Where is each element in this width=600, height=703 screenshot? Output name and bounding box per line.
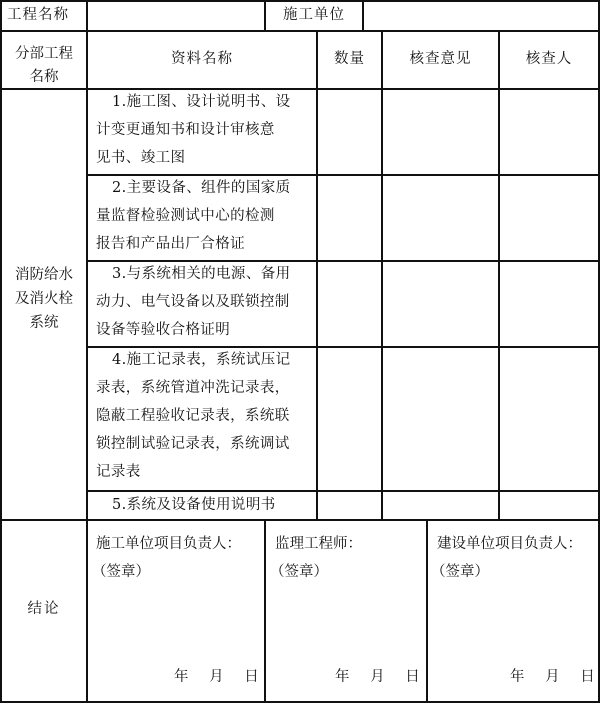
list-item: [96, 491, 276, 519]
item-3-line3: 设备等验收合格证明: [96, 322, 231, 338]
signer-1-seal: （签章）: [92, 564, 150, 580]
item-2-line2: 量监督检验测试中心的检测: [96, 208, 275, 224]
col-divider: [426, 519, 428, 703]
signer-1-title: 施工单位项目负责人：: [96, 536, 241, 552]
col-divider: [316, 30, 318, 519]
item-1-line1: 1.施工图、设计说明书、设: [112, 94, 291, 110]
system-name-line2: 及消火栓: [15, 291, 73, 307]
doc-name-heading: 资料名称: [171, 51, 233, 67]
col-divider: [362, 0, 364, 30]
col-divider: [264, 519, 266, 703]
item-4-line3: 隐蔽工程验收记录表，系统联: [96, 408, 290, 424]
list-item: [96, 260, 291, 344]
item-3-line1: 3.与系统相关的电源、备用: [112, 266, 291, 282]
signer-2-seal: （签章）: [270, 564, 328, 580]
construction-unit-label: 施工单位: [283, 7, 345, 23]
system-name: [2, 263, 86, 335]
table-border-left: [0, 0, 2, 703]
item-4-line2: 录表，系统管道冲洗记录表，: [96, 380, 290, 396]
row-divider: [0, 519, 600, 521]
check-opinion-heading: 核查意见: [409, 51, 472, 67]
signer-2-date: 年 月 日: [335, 669, 420, 685]
item-1-line3: 见书、竣工图: [96, 150, 186, 166]
list-item: [96, 346, 291, 486]
signer-3-seal: （签章）: [431, 564, 489, 580]
item-2-line3: 报告和产品出厂合格证: [96, 236, 245, 252]
signer-1-date: 年 月 日: [174, 669, 259, 685]
table-border-top: [0, 0, 600, 2]
quantity-heading: 数量: [334, 51, 365, 67]
item-2-line1: 2.主要设备、组件的国家质: [112, 180, 291, 196]
col-divider: [86, 0, 88, 703]
row-divider: [0, 30, 600, 32]
item-5-line1: 5.系统及设备使用说明书: [112, 497, 276, 513]
list-item: [96, 88, 291, 172]
col-divider: [498, 30, 500, 519]
conclusion-label: 结论: [27, 601, 61, 617]
col-divider: [381, 30, 383, 519]
item-4-line1: 4.施工记录表，系统试压记: [112, 352, 291, 368]
sub-project-heading: [2, 43, 86, 89]
checker-heading: 核查人: [525, 51, 573, 67]
list-item: [96, 174, 291, 258]
item-4-line5: 记录表: [96, 464, 141, 480]
item-1-line2: 计变更通知书和设计审核意: [96, 122, 275, 138]
system-name-line3: 系统: [29, 315, 59, 331]
signer-2-title: 监理工程师：: [275, 536, 362, 552]
sub-project-heading-line2: 名称: [29, 69, 59, 85]
item-4-line4: 锁控制试验记录表，系统调试: [96, 436, 290, 452]
row-divider: [0, 88, 600, 90]
signer-3-title: 建设单位项目负责人：: [437, 536, 582, 552]
system-name-line1: 消防给水: [15, 267, 73, 283]
sub-project-heading-line1: 分部工程: [15, 46, 73, 62]
project-name-label: 工程名称: [7, 7, 69, 23]
item-3-line2: 动力、电气设备以及联锁控制: [96, 294, 290, 310]
signer-3-date: 年 月 日: [510, 669, 595, 685]
